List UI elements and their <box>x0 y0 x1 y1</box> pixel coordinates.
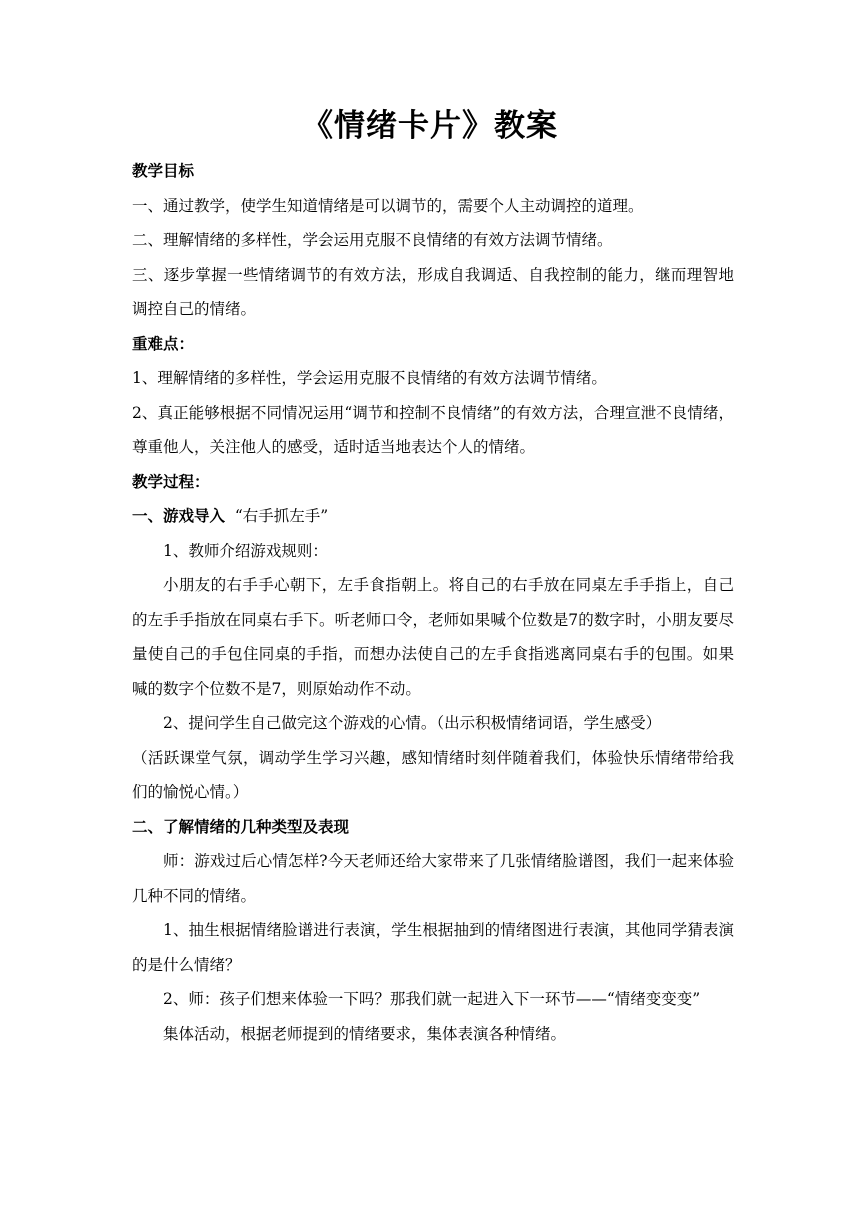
objective-item-3: 三、逐步掌握一些情绪调节的有效方法，形成自我调适、自我控制的能力，继而理智地调控自己的情绪。 <box>132 265 734 318</box>
document-body <box>132 154 734 1051</box>
part2-step1: 1、抽生根据情绪脸谱进行表演，学生根据抽到的情绪图进行表演，其他同学猜表演的是什么情绪？ <box>132 921 734 974</box>
part2-step2: 2、师：孩子们想来体验一下吗？那我们就一起进入下一环节——“情绪变变变” <box>163 990 701 1008</box>
key-points-heading: 重难点： <box>132 334 195 353</box>
part1-game-name: “右手抓左手” <box>234 507 329 525</box>
process-heading: 教学过程： <box>132 472 210 491</box>
part1-heading-line <box>132 499 734 534</box>
part2-intro: 师：游戏过后心情怎样?今天老师还给大家带来了几张情绪脸谱图，我们一起来体验几种不同的情绪。 <box>132 852 734 905</box>
part1-heading: 一、游戏导入 <box>132 507 226 525</box>
objective-item-1: 一、通过教学，使学生知道情绪是可以调节的，需要个人主动调控的道理。 <box>132 196 644 215</box>
key-point-item-1: 1、理解情绪的多样性，学会运用克服不良情绪的有效方法调节情绪。 <box>132 369 607 387</box>
part1-note: （活跃课堂气氛，调动学生学习兴趣，感知情绪时刻伴随着我们，体验快乐情绪带给我们的愉悦心情。） <box>132 748 734 801</box>
part1-step2: 2、提问学生自己做完这个游戏的心情。（出示积极情绪词语，学生感受） <box>163 714 662 732</box>
part1-rules: 小朋友的右手手心朝下，左手食指朝上。将自己的右手放在同桌左手手指上，自己的左手手指放在同桌右手下。听老师口令，老师如果喊个位数是7的数字时，小朋友要尽量使自己的手包住同桌的手指，而想办法使自己的左手食指逃离同桌右手的包围。如果喊的数字个位数不是7，则原始动作不动。 <box>132 576 734 698</box>
part2-heading: 二、了解情绪的几种类型及表现 <box>132 817 350 836</box>
document-title: 《情绪卡片》教案 <box>302 108 558 144</box>
objectives-heading: 教学目标 <box>132 162 195 180</box>
key-point-item-2: 2、真正能够根据不同情况运用“调节和控制不良情绪”的有效方法，合理宣泄不良情绪，尊重他人，关注他人的感受，适时适当地表达个人的情绪。 <box>132 403 734 456</box>
part2-activity: 集体活动，根据老师提到的情绪要求，集体表演各种情绪。 <box>163 1024 567 1043</box>
objective-item-2: 二、理解情绪的多样性，学会运用克服不良情绪的有效方法调节情绪。 <box>132 231 613 249</box>
part1-step1: 1、教师介绍游戏规则： <box>163 541 328 560</box>
